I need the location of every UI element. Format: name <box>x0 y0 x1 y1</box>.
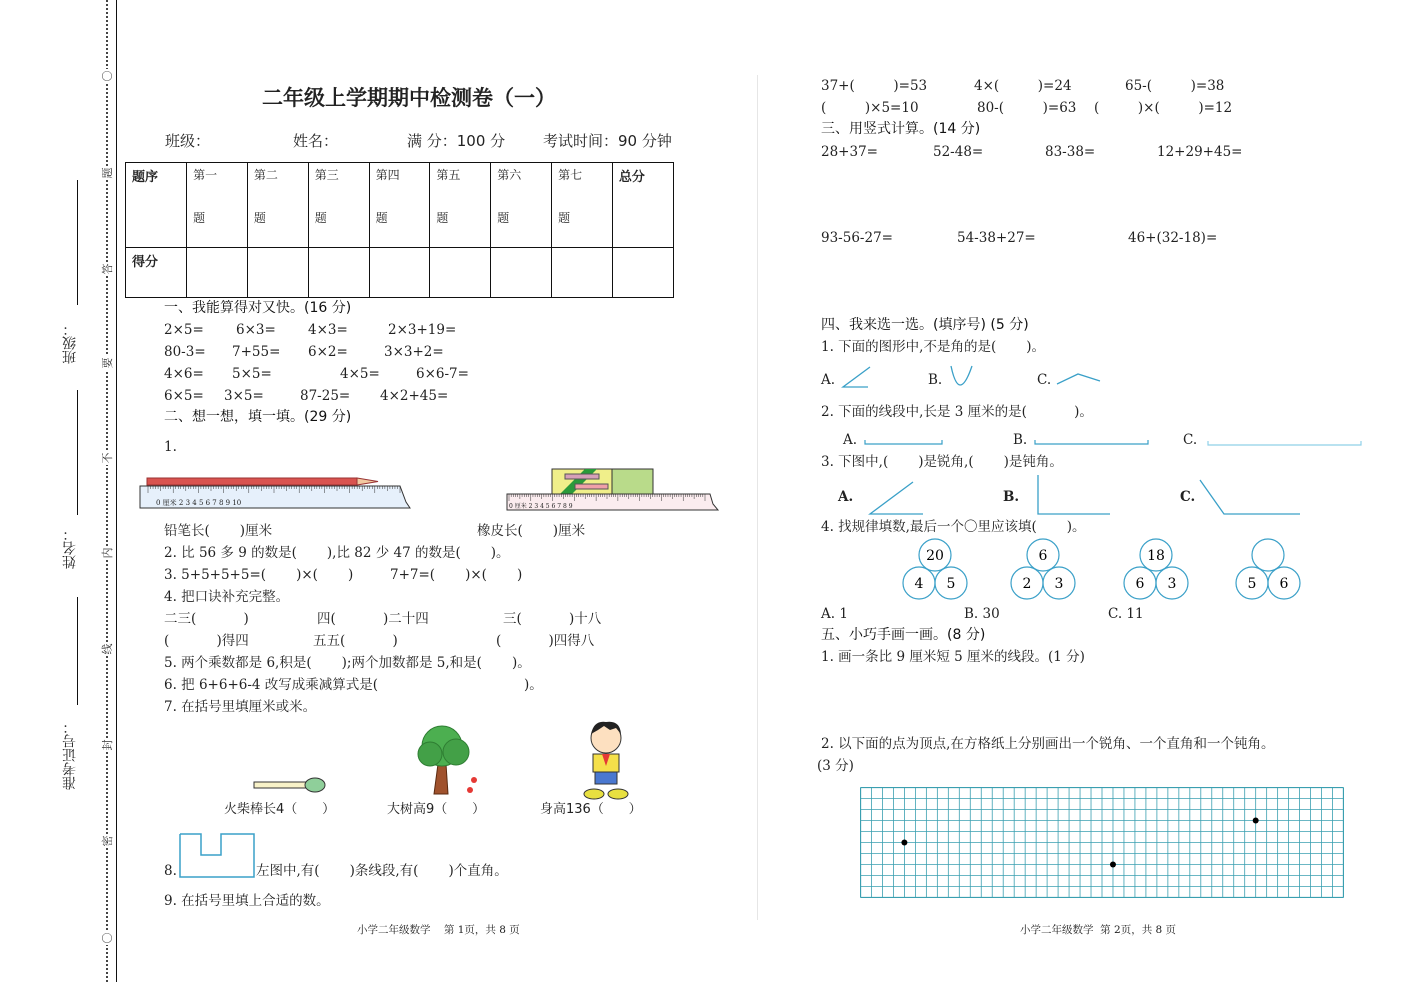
seal-line-char: 〇 <box>101 932 114 944</box>
q4-item: 四( )二十四 <box>317 611 429 627</box>
score-cell[interactable] <box>187 248 248 298</box>
angle-shapes-q1 <box>838 364 1108 394</box>
page-2-footer: 小学二年级数学 第 2页，共 8 页 <box>1020 924 1177 936</box>
expr: 80-3= <box>164 344 206 360</box>
page-1-footer: 小学二年级数学 第 1页，共 8 页 <box>357 924 520 936</box>
info-class: 班级： <box>165 132 211 150</box>
option-label: A. <box>843 432 858 448</box>
circle-number: 3 <box>1167 576 1177 592</box>
circle-number: 4 <box>914 576 924 592</box>
option-label: A. <box>821 372 836 388</box>
score-cell[interactable] <box>430 248 491 298</box>
vertical-calc: 93-56-27= <box>821 230 893 246</box>
col-5: 第五 题 <box>430 163 491 248</box>
eraser-length-question: 橡皮长( )厘米 <box>477 523 586 539</box>
q1-number: 1. <box>164 439 177 455</box>
q6: 6. 把 6+6+6-4 改写成乘减算式是( )。 <box>164 677 543 693</box>
expr: 4×6= <box>164 366 204 382</box>
score-cell[interactable] <box>308 248 369 298</box>
fill-expr: 4×( )=24 <box>974 78 1072 94</box>
circle-number: 20 <box>926 548 944 564</box>
option-label: C. <box>1037 372 1052 388</box>
col-2: 第二 题 <box>247 163 308 248</box>
fill-expr: ( )×( )=12 <box>1094 100 1233 116</box>
q7: 7. 在括号里填厘米或米。 <box>164 699 317 715</box>
info-full-score: 满 分：100 分 <box>407 132 506 150</box>
vertical-calc: 46+(32-18)= <box>1128 230 1218 246</box>
score-cell[interactable] <box>491 248 552 298</box>
option-label: B. <box>928 372 943 388</box>
option-label: B. <box>1013 432 1028 448</box>
vertical-calc: 83-38= <box>1045 144 1096 160</box>
section-1-heading: 一、我能算得对又快。(16 分) <box>164 300 352 316</box>
expr: 2×3+19= <box>388 322 457 338</box>
exam-id-field[interactable] <box>77 597 78 705</box>
expr: 7+55= <box>232 344 281 360</box>
seal-line-char: 要 <box>101 357 114 369</box>
score-cell[interactable] <box>612 248 673 298</box>
score-cell[interactable] <box>247 248 308 298</box>
q4: 4. 把口诀补充完整。 <box>164 589 290 605</box>
seal-line-char: 线 <box>101 643 114 655</box>
q3b: 7+7=( )×( ) <box>390 567 523 583</box>
circle-number: 2 <box>1022 576 1032 592</box>
class-label: 班级： <box>62 322 78 364</box>
section-3-heading: 三、用竖式计算。(14 分) <box>821 121 981 137</box>
number-circle-group <box>1008 538 1078 604</box>
fill-expr: 65-( )=38 <box>1125 78 1225 94</box>
expr: 4×3= <box>308 322 348 338</box>
tree-icon <box>412 724 484 798</box>
info-time: 考试时间：90 分钟 <box>543 132 672 150</box>
section-2-heading: 二、想一想，填一填。(29 分) <box>164 409 352 425</box>
s4-q4: 4. 找规律填数,最后一个〇里应该填( )。 <box>821 519 1086 535</box>
vertical-calc: 54-38+27= <box>957 230 1036 246</box>
expr: 3×5= <box>224 388 264 404</box>
seal-line-char: 不 <box>101 452 114 464</box>
q9: 9. 在括号里填上合适的数。 <box>164 893 330 909</box>
expr: 6×2= <box>308 344 348 360</box>
score-cell[interactable] <box>552 248 613 298</box>
notched-shape-figure <box>178 832 258 880</box>
height-question: 身高136（ ） <box>540 802 642 817</box>
circle-number: 5 <box>946 576 956 592</box>
s4-q3: 3. 下图中,( )是锐角,( )是钝角。 <box>821 454 1063 470</box>
fill-expr: ( )×5=10 <box>821 100 919 116</box>
expr: 6×5= <box>164 388 204 404</box>
angles-q3 <box>860 472 1310 518</box>
vertex-dot <box>901 840 907 846</box>
expr: 6×6-7= <box>416 366 469 382</box>
expr: 5×5= <box>232 366 272 382</box>
col-4: 第四 题 <box>369 163 430 248</box>
pencil-ruler-image <box>138 476 413 512</box>
score-table <box>125 162 674 298</box>
line-segments-q2 <box>860 436 1365 448</box>
tree-height-question: 大树高9（ ） <box>387 802 486 817</box>
section-5-heading: 五、小巧手画一画。(8 分) <box>821 627 986 643</box>
col-7: 第七 题 <box>552 163 613 248</box>
q4-item: ( )四得八 <box>496 633 595 649</box>
exam-id-label: 准考证号： <box>62 720 78 790</box>
seal-line-char: 内 <box>101 547 114 559</box>
vertex-dot <box>1253 818 1259 824</box>
boy-icon <box>580 720 632 802</box>
section-4-heading: 四、我来选一选。(填序号) (5 分) <box>821 317 1029 333</box>
q4-option: A. 1 <box>821 606 848 622</box>
svg-text:0 厘米 2 3 4 5: 0 厘米 2 3 4 5 6 7 8 9 10 <box>156 499 242 507</box>
grid-paper[interactable] <box>860 787 1344 898</box>
circle-number: 5 <box>1247 576 1257 592</box>
col-3: 第三 题 <box>308 163 369 248</box>
page-title: 二年级上学期期中检测卷（一） <box>262 86 556 110</box>
expr: 87-25= <box>300 388 351 404</box>
expr: 4×5= <box>340 366 380 382</box>
option-label: B. <box>1003 489 1020 505</box>
class-field[interactable] <box>77 180 78 305</box>
col-1: 第一 题 <box>187 163 248 248</box>
vertical-calc: 52-48= <box>933 144 984 160</box>
q8-number: 8. <box>164 863 177 879</box>
seal-line-char: 题 <box>101 167 114 179</box>
q2: 2. 比 56 多 9 的数是( ),比 82 少 47 的数是( )。 <box>164 545 510 561</box>
q4-item: ( )得四 <box>164 633 249 649</box>
score-cell[interactable] <box>369 248 430 298</box>
solid-margin-line <box>116 0 117 982</box>
s4-q2: 2. 下面的线段中,长是 3 厘米的是( )。 <box>821 404 1093 420</box>
number-circle-group <box>1233 538 1303 604</box>
vertex-dot <box>1110 862 1116 868</box>
name-field[interactable] <box>77 390 78 515</box>
circle-number: 6 <box>1038 548 1048 564</box>
s5-q2-score: (3 分) <box>817 758 854 774</box>
circle-number: 6 <box>1135 576 1145 592</box>
s4-q1: 1. 下面的图形中,不是角的是( )。 <box>821 339 1046 355</box>
q4-item: 五五( ) <box>313 633 398 649</box>
expr: 2×5= <box>164 322 204 338</box>
vertical-calc: 12+29+45= <box>1157 144 1243 160</box>
q5: 5. 两个乘数都是 6,积是( );两个加数都是 5,和是( )。 <box>164 655 531 671</box>
s5-q2: 2. 以下面的点为顶点,在方格纸上分别画出一个锐角、一个直角和一个钝角。 <box>821 736 1275 752</box>
q4-option: C. 11 <box>1108 606 1144 622</box>
q4-item: 二三( ) <box>164 611 249 627</box>
row-header-score: 得分 <box>126 248 187 298</box>
number-circle <box>1252 539 1284 571</box>
eraser-ruler-image <box>505 466 721 512</box>
info-name: 姓名： <box>293 132 339 150</box>
option-label: C. <box>1180 489 1196 505</box>
s5-q1: 1. 画一条比 9 厘米短 5 厘米的线段。(1 分) <box>821 649 1085 665</box>
circle-number: 18 <box>1147 548 1165 564</box>
circle-number: 3 <box>1054 576 1064 592</box>
option-label: C. <box>1183 432 1198 448</box>
option-label: A. <box>838 489 854 505</box>
col-6: 第六 题 <box>491 163 552 248</box>
expr: 4×2+45= <box>380 388 449 404</box>
q4-item: 三( )十八 <box>503 611 602 627</box>
seal-line-char: 〇 <box>101 70 114 82</box>
pencil-length-question: 铅笔长( )厘米 <box>164 523 273 539</box>
svg-text:0 厘米 2 3 4 5: 0 厘米 2 3 4 5 6 7 8 9 <box>509 503 573 510</box>
circle-number: 6 <box>1279 576 1289 592</box>
seal-line-char: 密 <box>101 835 114 847</box>
vertical-calc: 28+37= <box>821 144 878 160</box>
fill-expr: 80-( )=63 <box>977 100 1077 116</box>
page-divider <box>757 75 758 920</box>
q4-option: B. 30 <box>964 606 1000 622</box>
pencil-icon <box>147 478 357 485</box>
name-label: 姓名： <box>62 527 78 569</box>
number-circle-group <box>900 538 970 604</box>
seal-line-char: 封 <box>101 739 114 751</box>
q3a: 3. 5+5+5+5=( )×( ) <box>164 567 354 583</box>
expr: 3×3+2= <box>384 344 444 360</box>
expr: 6×3= <box>236 322 276 338</box>
row-header-order: 题序 <box>126 163 187 248</box>
seal-line-char: 答 <box>101 263 114 275</box>
fill-expr: 37+( )=53 <box>821 78 928 94</box>
number-circle-group <box>1121 538 1191 604</box>
col-total: 总分 <box>612 163 673 248</box>
q8: 左图中,有( )条线段,有( )个直角。 <box>256 863 508 879</box>
match-icon <box>252 776 328 794</box>
match-length-question: 火柴棒长4（ ） <box>224 802 336 817</box>
